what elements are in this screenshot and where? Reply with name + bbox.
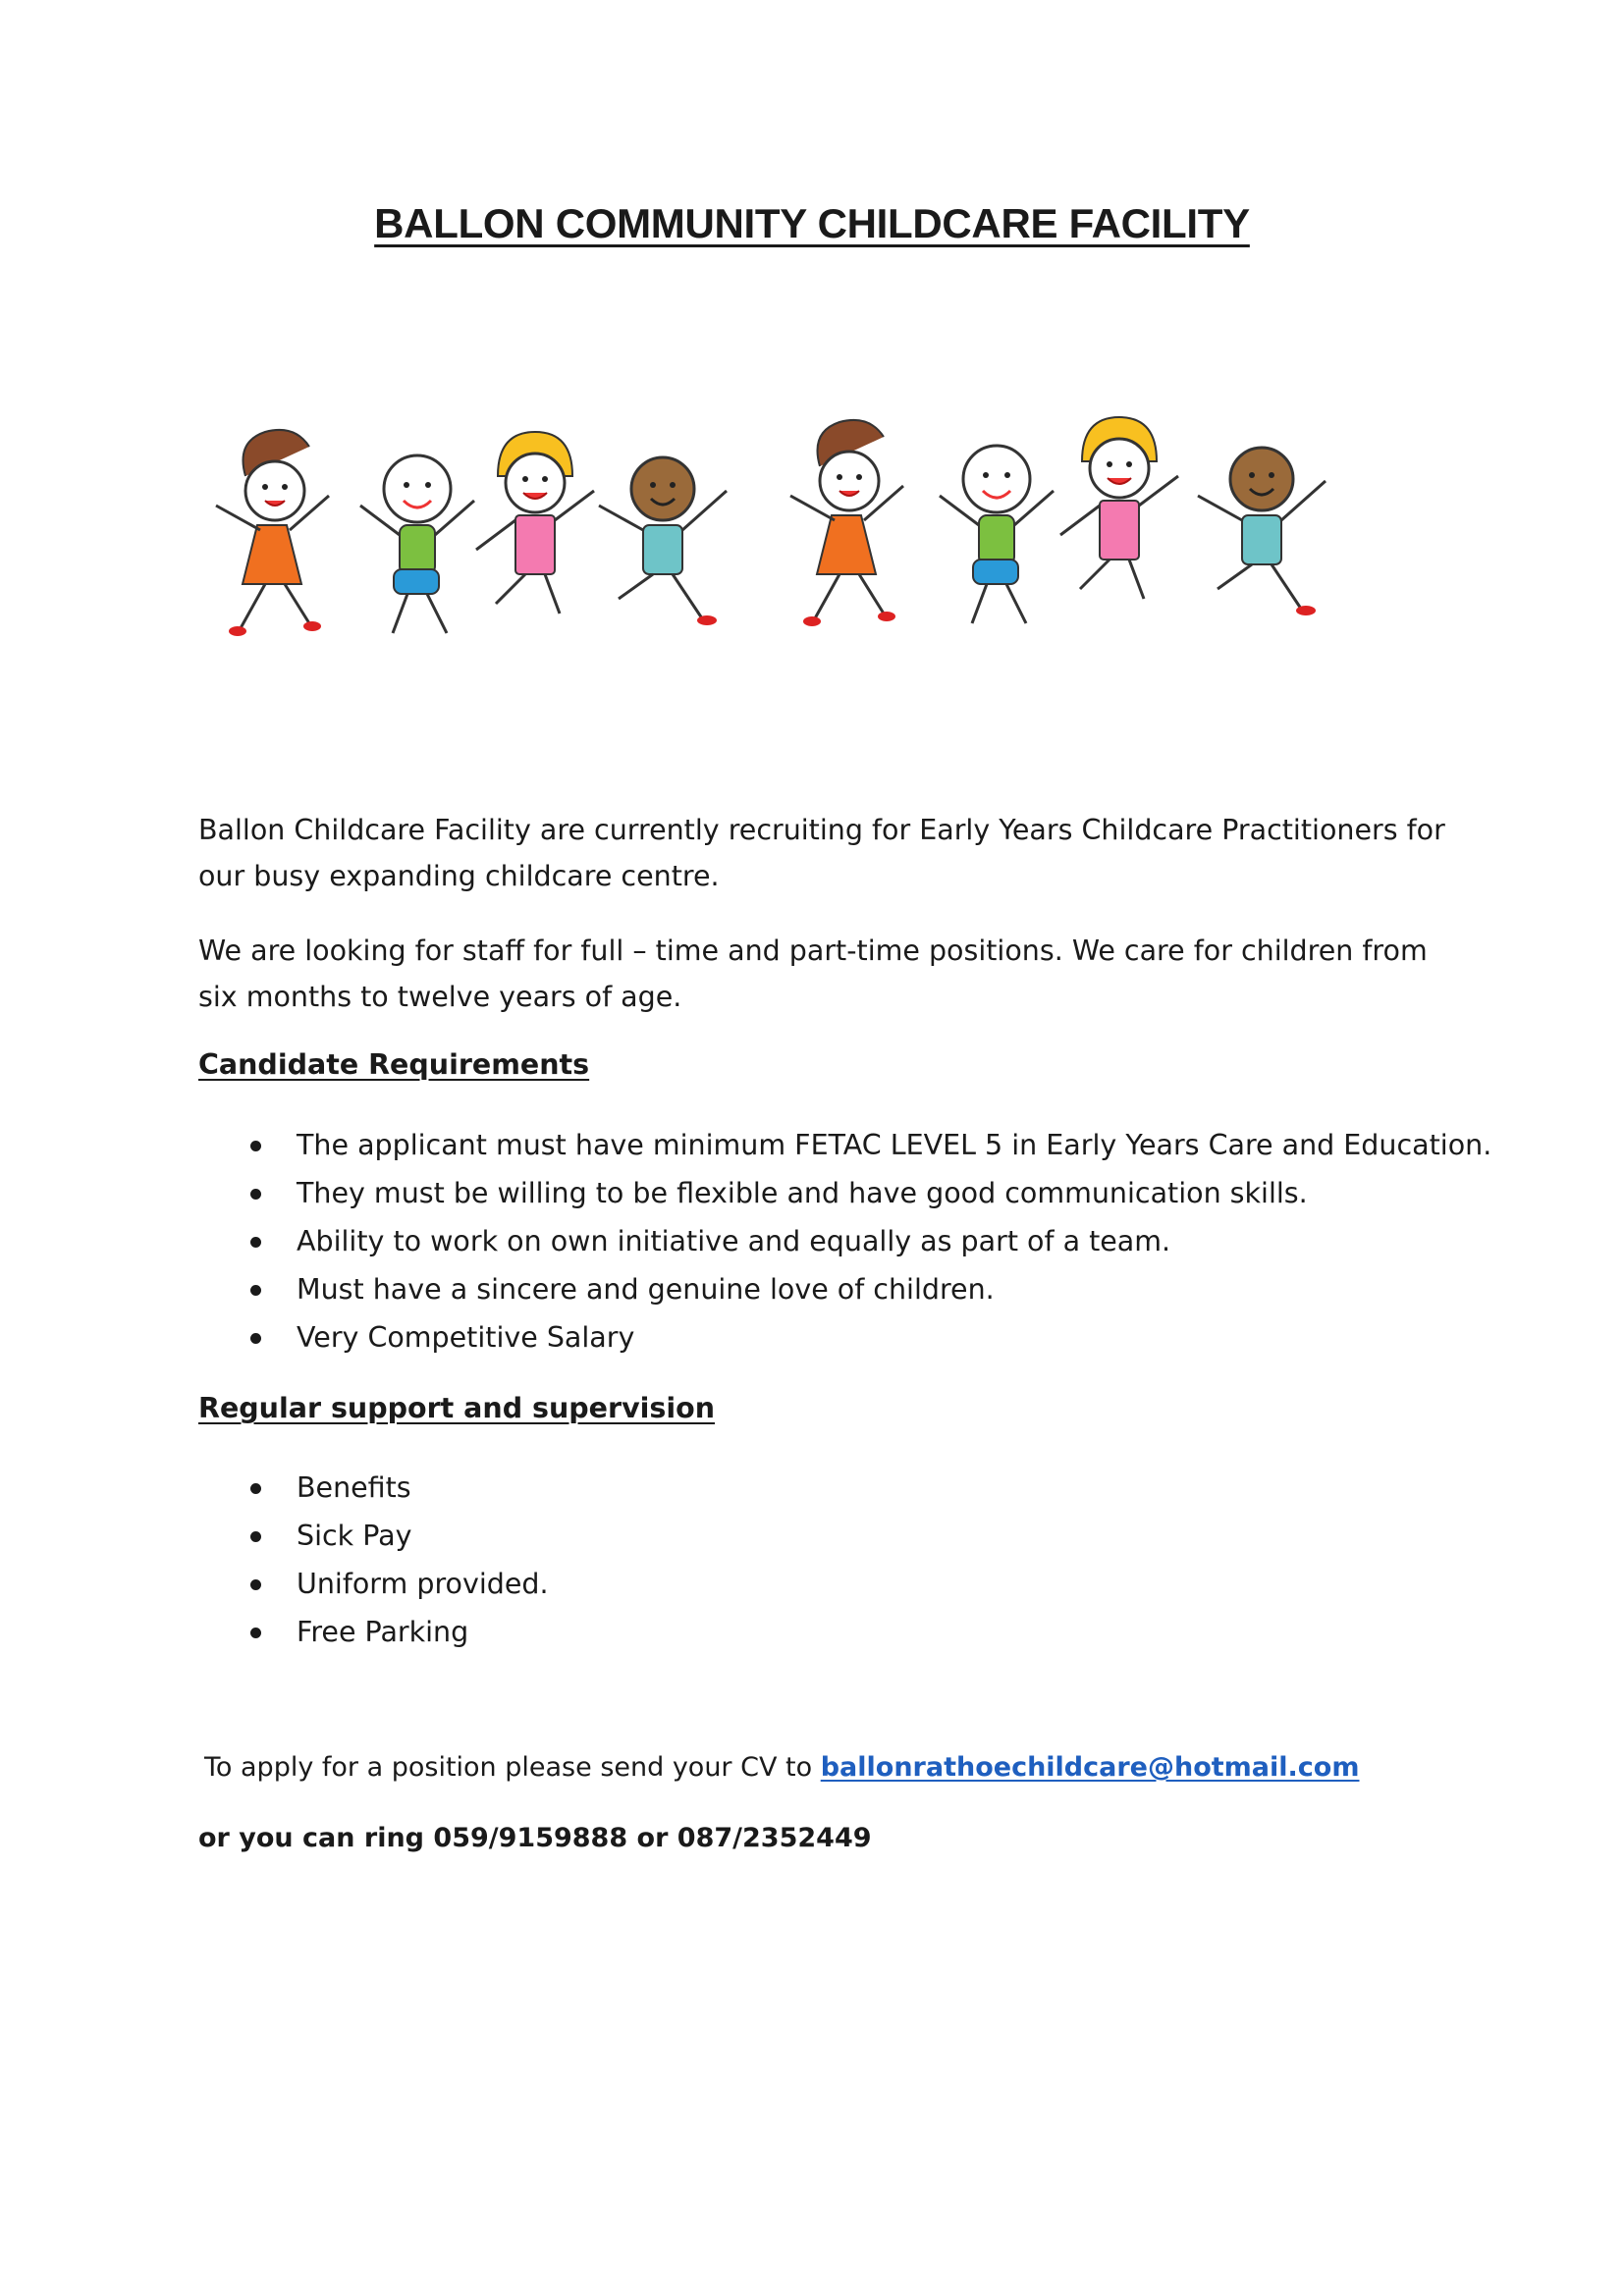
- bullet-icon: [250, 1483, 261, 1494]
- list-item: Uniform provided.: [198, 1560, 549, 1608]
- page-title: BALLON COMMUNITY CHILDCARE FACILITY: [374, 200, 1250, 246]
- list-item: Free Parking: [198, 1608, 549, 1656]
- apply-line: [204, 1752, 1359, 1783]
- bullet-icon: [250, 1628, 261, 1638]
- list-item: Must have a sincere and genuine love of children.: [198, 1265, 1491, 1313]
- positions-paragraph: We are looking for staff for full – time and part-time positions. We care for children from six months to twelve years of age.: [198, 934, 1428, 1013]
- bullet-icon: [250, 1333, 261, 1344]
- phone-line: or you can ring 059/9159888 or 087/2352449: [198, 1823, 872, 1853]
- list-item: Ability to work on own initiative and equally as part of a team.: [198, 1217, 1491, 1265]
- dancing-children-illustration: [196, 383, 1375, 697]
- bullet-icon: [250, 1531, 261, 1542]
- apply-text: To apply for a position please send your CV to: [204, 1752, 821, 1783]
- bullet-icon: [250, 1189, 261, 1200]
- bullet-icon: [250, 1285, 261, 1296]
- bullet-icon: [250, 1237, 261, 1248]
- bullet-icon: [250, 1141, 261, 1151]
- requirements-list: [198, 1121, 1491, 1362]
- requirements-heading: Candidate Requirements: [198, 1048, 590, 1081]
- email-link[interactable]: ballonrathoechildcare@hotmail.com: [820, 1752, 1360, 1783]
- support-list: [198, 1464, 549, 1656]
- list-item: Benefits: [198, 1464, 549, 1512]
- list-item: Very Competitive Salary: [198, 1313, 1491, 1362]
- list-item: Sick Pay: [198, 1512, 549, 1560]
- list-item: The applicant must have minimum FETAC LEVEL 5 in Early Years Care and Education.: [198, 1121, 1491, 1169]
- list-item: They must be willing to be flexible and have good communication skills.: [198, 1169, 1491, 1217]
- bullet-icon: [250, 1579, 261, 1590]
- support-heading: Regular support and supervision: [198, 1392, 716, 1424]
- intro-paragraph: Ballon Childcare Facility are currently recruiting for Early Years Childcare Practitioners for our busy expanding childcare centre.: [198, 814, 1445, 892]
